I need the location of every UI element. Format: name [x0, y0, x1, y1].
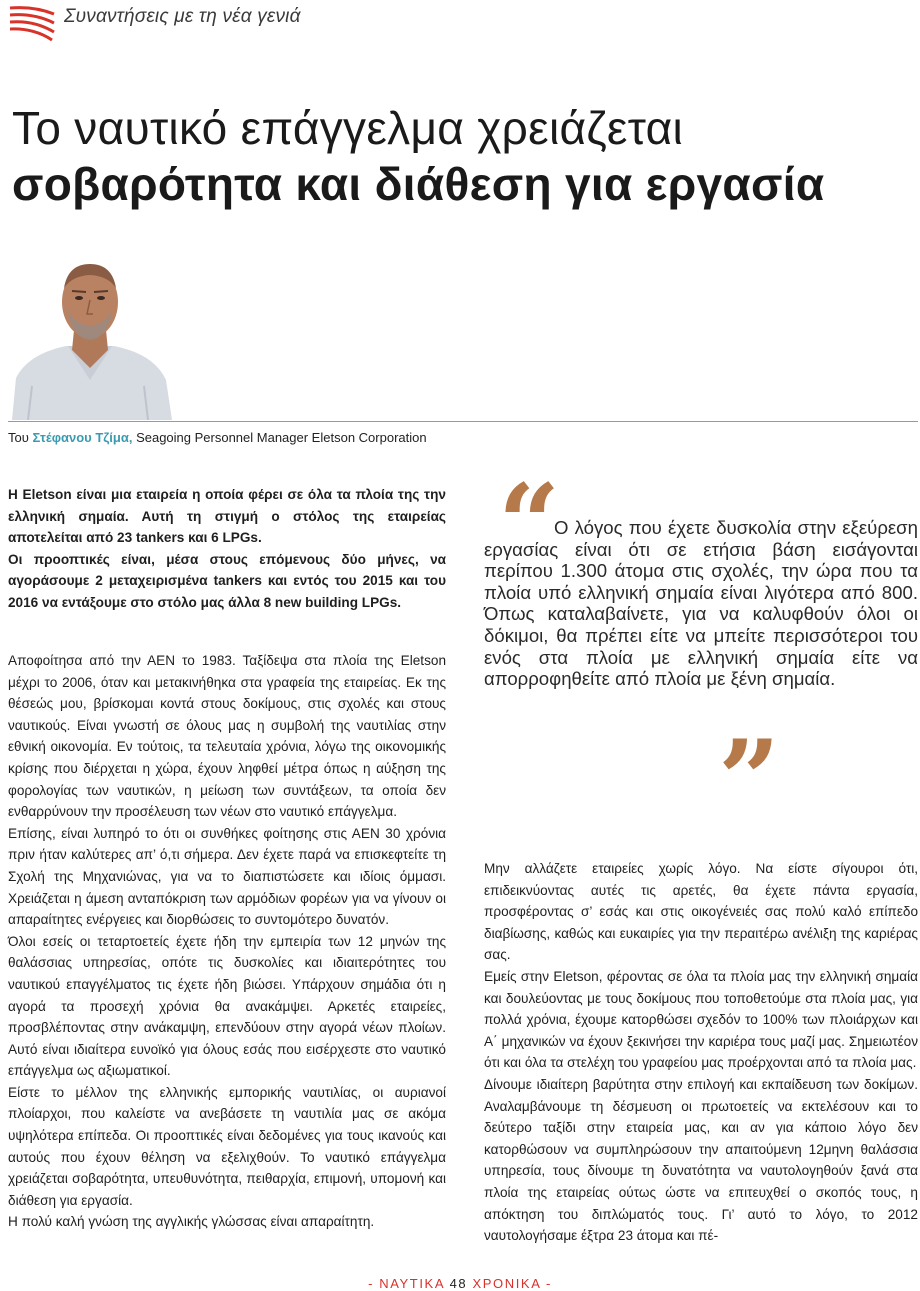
- body-paragraph: Είστε το μέλλον της ελληνικής εμπορικής ναυτιλίας, οι αυριανοί πλοίαρχοι, που καλείστε να ανεβάσετε τη ναυτιλία μας σε ακόμα υψηλότερα επίπεδα. Οι προοπτικές είναι δεδομένες για τους ικανούς και αυτούς που έχουν θέληση να εξελιχθούν. Το ναυτικό επάγγελμα χρειάζεται σοβαρότητα, υπευθυνότητα, πειθαρχία, επιμονή, υπομονή και διάθεση για εργασία.: [8, 1084, 446, 1208]
- byline-divider: [8, 421, 918, 422]
- footer-magazine-left: - ΝΑΥΤΙΚΑ: [368, 1276, 450, 1291]
- body-paragraph: Αποφοίτησα από την ΑΕΝ το 1983. Ταξίδεψα στα πλοία της Eletson μέχρι το 2006, όταν και μετακινήθηκα στα γραφεία της εταιρείας. Εκ της θέσεώς μου, βρίσκομαι κοντά στους δοκίμους, στις σχολές και στους ναυτικούς. Είναι γνωστή σε όλους μας η συμβολή της ναυτιλίας στην εθνική οικονομία. Εν τούτοις, τα τελευταία χρόνια, λόγω της οικονομικής κρίσης που διέρχεται η χώρα, έχουν ληφθεί μέτρα όπως η αύξηση της φορολογίας των ναυτικών, η μείωση των συντάξεων, τα οποία δεν ενθαρρύνουν την προσέλευση των νέων στο ναυτικό επάγγελμα.: [8, 653, 446, 820]
- red-stripes-logo-icon: [8, 2, 56, 42]
- page-number: 48: [449, 1276, 468, 1291]
- title-line-2: σοβαρότητα και διάθεση για εργασία: [12, 158, 825, 210]
- pull-quote: Ο λόγος που έχετε δυσκολία στην εξεύρεση εργασίας είναι ότι σε ετήσια βάση εισάγονται περίπου 1.300 άτομα στις σχολές, την ώρα που τα πλοία υπό ελληνική σημαία είναι λιγότερα από 800. Όπως καταλαβαίνετε, για να καλυφθούν όλοι οι δόκιμοι, θα πρέπει είτε να μπείτε περισσότεροι του ενός στα πλοία με ελληνική σημαία είτε να απορροφηθείτε από πλοία με ξένη σημαία.: [484, 517, 918, 690]
- body-paragraph: Εμείς στην Eletson, φέροντας σε όλα τα πλοία μας την ελληνική σημαία και δουλεύοντας με τους δοκίμους που τοποθετούμε στα πλοία μας, για πολλά χρόνια, έχουμε κατορθώσει σχεδόν το 100% των πλοιάρχων και Α΄ μηχανικών να έχουν ξεκινήσει την καριέρα τους μαζί μας. Σημειωτέον ότι και όλα τα στελέχη του γραφείου μας προέρχονται από τα πλοία μας.: [484, 968, 918, 1071]
- byline: [8, 430, 427, 445]
- byline-role: Seagoing Personnel Manager Eletson Corporation: [132, 430, 427, 445]
- title-line-1: Το ναυτικό επάγγελμα χρειάζεται: [12, 102, 683, 154]
- author-portrait: [8, 258, 172, 420]
- quote-close-icon: ”: [718, 717, 781, 843]
- intro-paragraph: Η Eletson είναι μια εταιρεία η οποία φέρει σε όλα τα πλοία της την ελληνική σημαία. Αυτή τη στιγμή ο στόλος της εταιρείας αποτελείται από 23 tankers και 6 LPGs.: [8, 487, 446, 546]
- intro-paragraph: Οι προοπτικές είναι, μέσα στους επόμενους δύο μήνες, να αγοράσουμε 2 μεταχειρισμένα tankers και εντός του 2015 και του 2016 να εντάξουμε στο στόλο μας άλλα 8 new building LPGs.: [8, 551, 446, 610]
- section-label: Συναντήσεις με τη νέα γενιά: [64, 6, 301, 27]
- article-title: [12, 100, 912, 212]
- body-paragraph: Επίσης, είναι λυπηρό το ότι οι συνθήκες φοίτησης στις ΑΕΝ 30 χρόνια πριν ήταν καλύτερες απ’ ό,τι σήμερα. Δεν έχετε παρά να επισκεφτείτε τη Σχολή της Μηχανιώνας, για να το διαπιστώσετε και ιδίοις όμμασι. Χρειάζεται η άμεση ανταπόκριση των αρμόδιων φορέων για να γίνουν οι απαραίτητες ενέργειες και διορθώσεις το συντομότερο δυνατόν.: [8, 825, 446, 928]
- body-paragraph: Δίνουμε ιδιαίτερη βαρύτητα στην επιλογή και εκπαίδευση των δοκίμων. Αναλαμβάνουμε τη δέσμευση οι πρωτοετείς να εκτελέσουν και το δεύτερο ταξίδι στην εταιρεία μας, και αν για κάποιο λόγο δεν κατορθώσουν να συμπληρώσουν την απαιτούμενη 12μηνη θαλάσσια υπηρεσία, τους δίνουμε τη δυνατότητα να ναυτολογηθούν ξανά στα πλοία της εταιρείας ούτως ώστε να επιτευχθεί ο σκοπός τους, η απόκτηση του διπλώματός τους. Γι’ αυτό το λόγο, το 2012 ναυτολογήσαμε έξτρα 23 άτομα και πέ-: [484, 1076, 918, 1244]
- body-right-column: [484, 858, 918, 1247]
- body-left-column: [8, 650, 446, 1233]
- quote-open-icon: “: [498, 461, 561, 587]
- footer-magazine-right: ΧΡΟΝΙΚΑ -: [467, 1276, 552, 1291]
- body-paragraph: Όλοι εσείς οι τεταρτοετείς έχετε ήδη την εμπειρία των 12 μηνών της θαλάσσιας υπηρεσίας, οπότε τις δυσκολίες και ιδιαιτερότητες του ναυτικού επαγγέλματος τις έχετε ήδη βιώσει. Υπάρχουν σημάδια ότι η αγορά τα προσεχή χρόνια θα ανακάμψει. Αρκετές εταιρείες, προσβλέποντας στην ανάκαμψη, επενδύουν στην αγορά νέων πλοίων. Αυτό είναι ιδιαίτερα ευνοϊκό για όλους εσάς που εισέρχεστε στο ναυτικό επάγγελμα ως αξιωματικοί.: [8, 933, 446, 1079]
- byline-author: Στέφανου Τζίμα,: [32, 430, 133, 445]
- intro-block: [8, 484, 446, 614]
- body-paragraph: Μην αλλάζετε εταιρείες χωρίς λόγο. Να είστε σίγουροι ότι, επιδεικνύοντας αυτές τις αρετές, θα έχετε πάντα εργασία, προσφέροντας σ’ εσάς και στις οικογένειές σας πολύ καλό επίπεδο διαβίωσης, καθώς και ευκαιρίες για την περαιτέρω ανέλιξη της καριέρας σας.: [484, 861, 918, 963]
- body-paragraph: Η πολύ καλή γνώση της αγγλικής γλώσσας είναι απαραίτητη.: [8, 1214, 375, 1230]
- byline-prefix: Του: [8, 430, 33, 445]
- page-footer: [0, 1276, 920, 1291]
